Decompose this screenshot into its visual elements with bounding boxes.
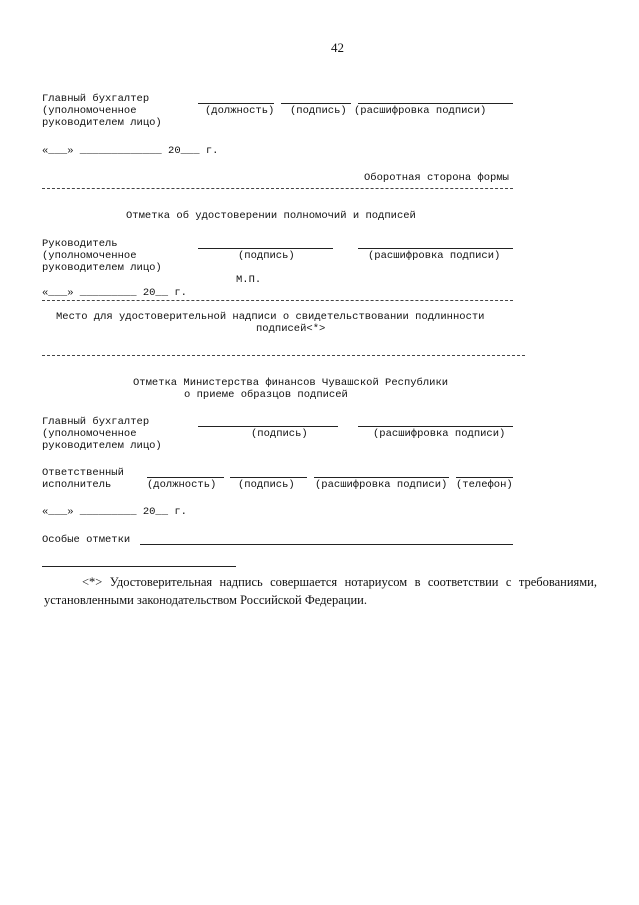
- reverse-side-label: Оборотная сторона формы: [364, 172, 509, 184]
- position-field-line: [198, 103, 274, 104]
- role-line-1: Главный бухгалтер: [42, 416, 150, 428]
- role-line-2: (уполномоченное: [42, 105, 137, 117]
- special-marks-label: Особые отметки: [42, 534, 131, 546]
- date-line: «___» _________ 20__ г.: [42, 287, 187, 299]
- executor-position-line: [147, 477, 224, 478]
- role-line-1: Главный бухгалтер: [42, 93, 150, 105]
- decoding-field-line: [358, 248, 513, 249]
- role-line-3: руководителем лицо): [42, 262, 162, 274]
- section-divider-2: [42, 300, 513, 301]
- page-number: 42: [331, 40, 344, 55]
- footnote-text: <*> Удостоверительная надпись совершается нотариусом в соответствии с требованиями, установленными законодательством Российской Федерации.: [44, 575, 597, 607]
- executor-line-1: Ответственный: [42, 467, 124, 479]
- signature-field-line: [198, 248, 333, 249]
- role-line-3: руководителем лицо): [42, 117, 162, 129]
- signature-field-line: [281, 103, 351, 104]
- position-caption: (должность): [205, 105, 275, 117]
- executor-phone-line: [456, 477, 513, 478]
- notary-text-line-1: Место для удостоверительной надписи о свидетельствовании подлинности: [56, 311, 485, 323]
- decoding-caption: (расшифровка подписи): [373, 428, 506, 440]
- signature-field-line: [198, 426, 338, 427]
- role-line-1: Руководитель: [42, 238, 118, 250]
- section-heading: Отметка об удостоверении полномочий и подписей: [126, 210, 416, 222]
- heading-line-2: о приеме образцов подписей: [184, 389, 348, 401]
- executor-position-caption: (должность): [147, 479, 217, 491]
- executor-decoding-line: [314, 477, 449, 478]
- executor-line-2: исполнитель: [42, 479, 112, 491]
- signature-caption: (подпись): [238, 250, 295, 262]
- decoding-field-line: [358, 426, 513, 427]
- role-line-2: (уполномоченное: [42, 250, 137, 262]
- footnote-separator: [42, 566, 236, 567]
- date-line: «___» _____________ 20___ г.: [42, 145, 219, 157]
- signature-caption: (подпись): [251, 428, 308, 440]
- date-line: «___» _________ 20__ г.: [42, 506, 187, 518]
- heading-line-1: Отметка Министерства финансов Чувашской Республики: [133, 377, 449, 389]
- notary-text-line-2: подписей<*>: [256, 323, 326, 335]
- section-divider-3: [42, 355, 525, 356]
- stamp-place: М.П.: [236, 274, 262, 286]
- section-divider-1: [42, 188, 513, 189]
- signature-caption: (подпись): [290, 105, 347, 117]
- executor-signature-line: [230, 477, 307, 478]
- decoding-caption: (расшифровка подписи): [354, 105, 487, 117]
- decoding-caption: (расшифровка подписи): [368, 250, 501, 262]
- decoding-field-line: [358, 103, 513, 104]
- executor-signature-caption: (подпись): [238, 479, 295, 491]
- role-line-2: (уполномоченное: [42, 428, 137, 440]
- special-marks-line: [140, 544, 513, 545]
- executor-decoding-caption: (расшифровка подписи): [315, 479, 448, 491]
- executor-phone-caption: (телефон): [456, 479, 513, 491]
- role-line-3: руководителем лицо): [42, 440, 162, 452]
